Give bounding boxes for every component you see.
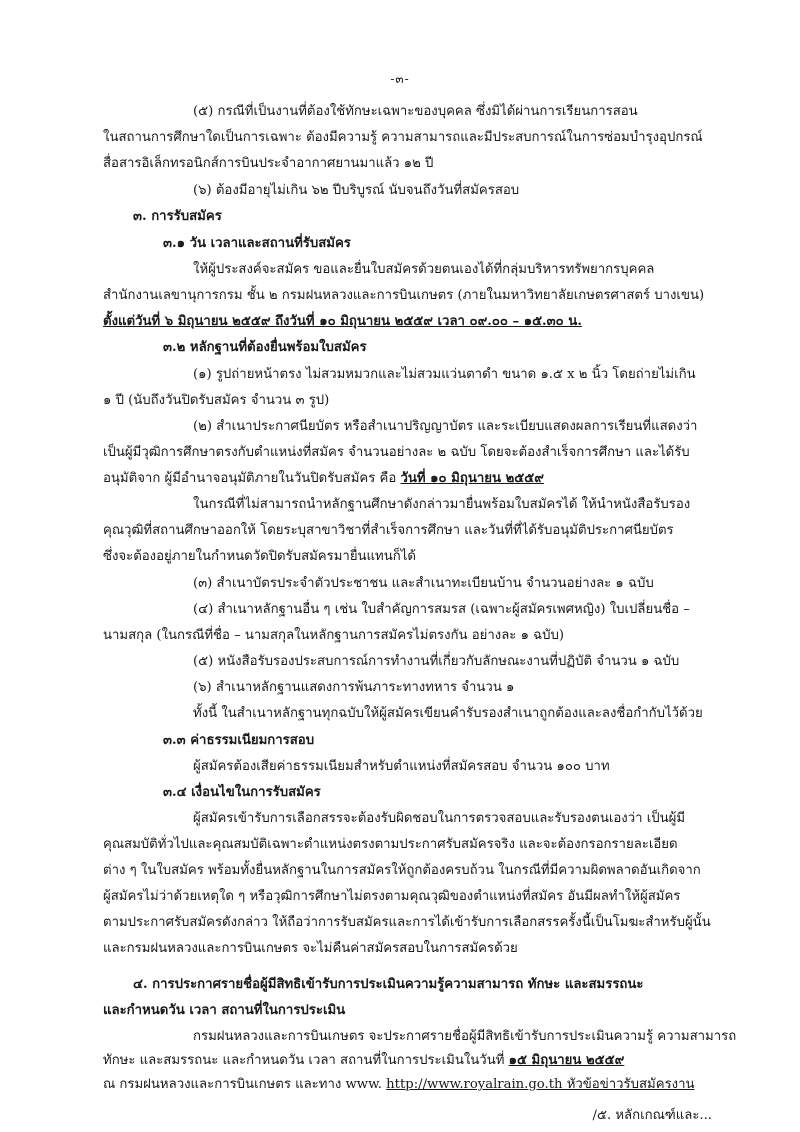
qualification-5-line2: ในสถานการศึกษาใดเป็นการเฉพาะ ต้องมีความรู้ ความสามารถและมีประสบการณ์ในการซ่อมบำรุงอุปกรณ์	[103, 130, 703, 145]
section-4-title-line1: ๔. การประกาศรายชื่อผู้มีสิทธิเข้ารับการประเมินความรู้ความสามารถ ทักษะ และสมรรถนะ	[133, 977, 644, 992]
section-3-4-line4: ผู้สมัครไม่ว่าด้วยเหตุใด ๆ หรือวุฒิการศึกษาไม่ตรงตามคุณวุฒิของตำแหน่งที่สมัคร อันมีผลทำให้ผู้สมัคร	[103, 889, 681, 904]
section-3-4-line6: และกรมฝนหลวงและการบินเกษตร จะไม่คืนค่าสมัครสอบในการสมัครด้วย	[103, 941, 518, 956]
evidence-note-line3: ซึ่งจะต้องอยู่ภายในกำหนดวัดปิดรับสมัครมายื่นแทนก็ได้	[103, 549, 416, 564]
page-number: -๓-	[390, 72, 410, 86]
qualification-5-line3: สื่อสารอิเล็กทรอนิกส์การบินประจำอากาศยานมาแล้ว ๑๒ ปี	[103, 156, 434, 171]
announcement-date: ๑๕ มิถุนายน ๒๕๕๙	[508, 1053, 625, 1068]
section-3-title: ๓. การรับสมัคร	[133, 209, 222, 224]
qualification-6-line1: (๖) ต้องมีอายุไม่เกิน ๖๒ ปีบริบูรณ์ นับจนถึงวันที่สมัครสอบ	[193, 183, 520, 198]
evidence-note-line2: คุณวุฒิที่สถานศึกษาออกให้ โดยระบุสาขาวิชาที่สำเร็จการศึกษา และวันที่ที่ได้รับอนุมัติประกาศนียบัตร	[103, 523, 674, 538]
evidence-4-line1: (๔) สำเนาหลักฐานอื่น ๆ เช่น ใบสำคัญการสมรส (เฉพาะผู้สมัครเพศหญิง) ใบเปลี่ยนชื่อ –	[193, 602, 690, 617]
section-3-4-line1: ผู้สมัครเข้ารับการเลือกสรรจะต้องรับผิดชอบในการตรวจสอบและรับรองตนเองว่า เป็นผู้มี	[193, 811, 686, 826]
section-3-1-title: ๓.๑ วัน เวลาและสถานที่รับสมัคร	[163, 236, 351, 251]
section-4-title-line2: และกำหนดวัน เวลา สถานที่ในการประเมิน	[103, 1003, 346, 1018]
section-3-3-line1: ผู้สมัครต้องเสียค่าธรรมเนียมสำหรับตำแหน่งที่สมัครสอบ จำนวน ๑๐๐ บาท	[193, 759, 610, 774]
evidence-4-line2: นามสกุล (ในกรณีที่ชื่อ – นามสกุลในหลักฐานการสมัครไม่ตรงกัน อย่างละ ๑ ฉบับ)	[103, 628, 565, 643]
section-4-line3	[103, 1075, 695, 1095]
evidence-2-line2: เป็นผู้มีวุฒิการศึกษาตรงกับตำแหน่งที่สมัคร จำนวนอย่างละ ๒ ฉบับ โดยจะต้องสำเร็จการศึกษา และได้รับ	[103, 445, 690, 460]
evidence-1-line1: (๑) รูปถ่ายหน้าตรง ไม่สวมหมวกและไม่สวมแว่นตาดำ ขนาด ๑.๕ x ๒ นิ้ว โดยถ่ายไม่เกิน	[193, 367, 696, 382]
evidence-closing: ทั้งนี้ ในสำเนาหลักฐานทุกฉบับให้ผู้สมัครเขียนคำรับรองสำเนาถูกต้องและลงชื่อกำกับไว้ด้วย	[193, 706, 703, 721]
section-4-line3-text: ณ กรมฝนหลวงและการบินเกษตร และทาง www.	[103, 1077, 387, 1092]
approval-deadline: วันที่ ๑๐ มิถุนายน ๒๕๕๙	[400, 471, 544, 486]
section-3-4-line5: ตามประกาศรับสมัครดังกล่าว ให้ถือว่าการรับสมัครและการได้เข้ารับการเลือกสรรครั้งนี้เป็นโมฆะสำหรับผู้นั้น	[103, 915, 711, 930]
evidence-2-line3-text: อนุมัติจาก ผู้มีอำนาจอนุมัติภายในวันปิดรับสมัคร คือ	[103, 471, 401, 486]
section-3-4-line3: ต่าง ๆ ในใบสมัคร พร้อมทั้งยื่นหลักฐานในการสมัครให้ถูกต้องครบถ้วน ในกรณีที่มีความผิดพลาดอันเกิดจาก	[103, 863, 701, 878]
next-page-indicator: /๕. หลักเกณฑ์และ...	[592, 1108, 712, 1123]
evidence-2-line3	[103, 469, 544, 489]
section-3-1-line1: ให้ผู้ประสงค์จะสมัคร ขอและยื่นใบสมัครด้วยตนเองได้ที่กลุ่มบริหารทรัพยากรบุคคล	[193, 262, 655, 277]
royalrain-website-link[interactable]: http://www.royalrain.go.th หัวข้อข่าวรับสมัครงาน	[386, 1077, 695, 1092]
qualification-5-line1: (๕) กรณีที่เป็นงานที่ต้องใช้ทักษะเฉพาะของบุคคล ซึ่งมิได้ผ่านการเรียนการสอน	[193, 104, 638, 119]
evidence-5: (๕) หนังสือรับรองประสบการณ์การทำงานที่เกี่ยวกับลักษณะงานที่ปฏิบัติ จำนวน ๑ ฉบับ	[193, 654, 680, 669]
section-3-2-title: ๓.๒ หลักฐานที่ต้องยื่นพร้อมใบสมัคร	[163, 340, 367, 355]
evidence-2-line1: (๒) สำเนาประกาศนียบัตร หรือสำเนาปริญญาบัตร และระเบียบแสดงผลการเรียนที่แสดงว่า	[193, 419, 698, 434]
section-4-line1: กรมฝนหลวงและการบินเกษตร จะประกาศรายชื่อผู้มีสิทธิเข้ารับการประเมินความรู้ ความสามารถ	[193, 1029, 737, 1044]
evidence-3: (๓) สำเนาบัตรประจำตัวประชาชน และสำเนาทะเบียนบ้าน จำนวนอย่างละ ๑ ฉบับ	[193, 576, 654, 591]
application-period: ตั้งแต่วันที่ ๖ มิถุนายน ๒๕๕๙ ถึงวันที่ ๑๐ มิถุนายน ๒๕๕๙ เวลา ๐๙.๐๐ – ๑๕.๓๐ น.	[103, 314, 582, 329]
section-4-line2-text: ทักษะ และสมรรถนะ และกำหนดวัน เวลา สถานที่ในการประเมินในวันที่	[103, 1053, 509, 1068]
section-3-4-title: ๓.๔ เงื่อนไขในการรับสมัคร	[163, 785, 321, 800]
evidence-1-line2: ๑ ปี (นับถึงวันปิดรับสมัคร จำนวน ๓ รูป)	[103, 393, 330, 408]
evidence-note-line1: ในกรณีที่ไม่สามารถนำหลักฐานศึกษาดังกล่าวมายื่นพร้อมใบสมัครได้ ให้นำหนังสือรับรอง	[193, 497, 691, 512]
section-3-4-line2: คุณสมบัติทั่วไปและคุณสมบัติเฉพาะตำแหน่งตรงตามประกาศรับสมัครจริง และจะต้องกรอกรายละเอียด	[103, 837, 678, 852]
section-3-1-line2: สำนักงานเลขานุการกรม ชั้น ๒ กรมฝนหลวงและการบินเกษตร (ภายในมหาวิทยาลัยเกษตรศาสตร์ บางเขน)	[103, 288, 705, 303]
section-3-3-title: ๓.๓ ค่าธรรมเนียมการสอบ	[163, 733, 315, 748]
section-4-line2	[103, 1051, 624, 1071]
evidence-6: (๖) สำเนาหลักฐานแสดงการพ้นภาระทางทหาร จำนวน ๑	[193, 680, 515, 695]
